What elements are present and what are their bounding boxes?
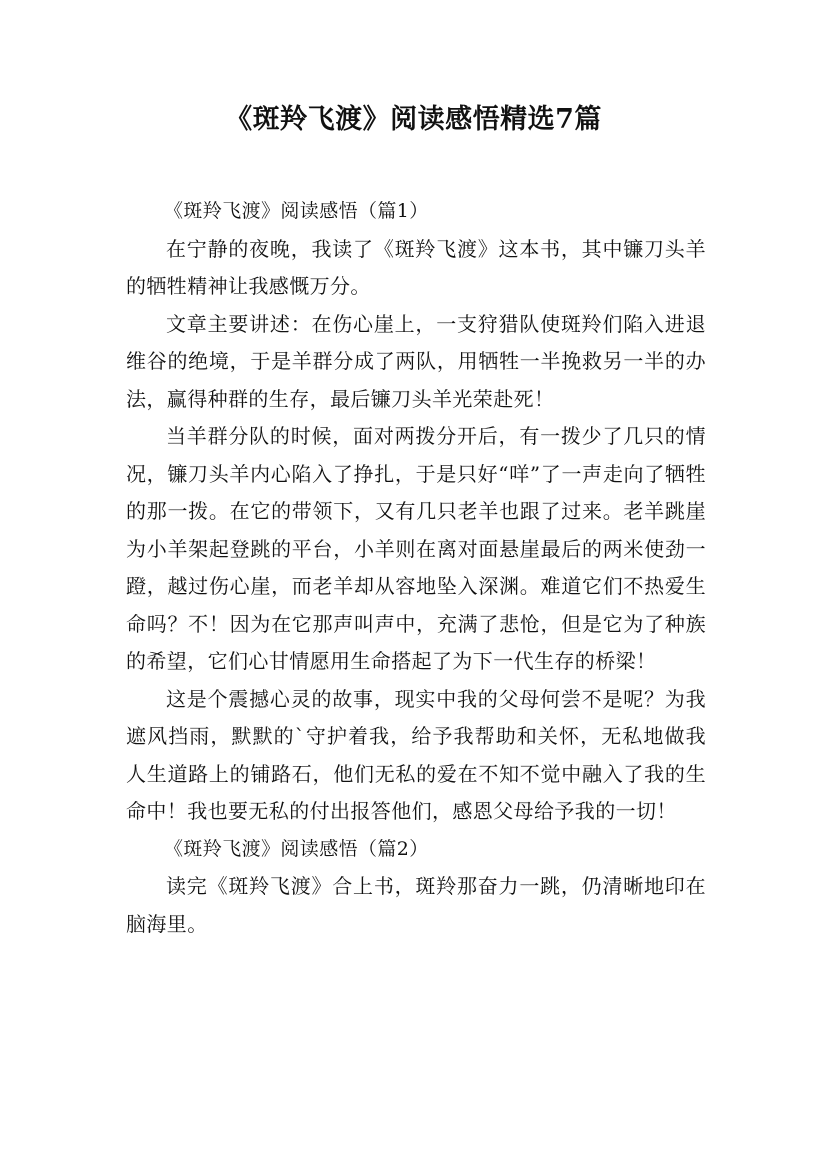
paragraph-1: 在宁静的夜晚，我读了《斑羚飞渡》这本书，其中镰刀头羊的牺牲精神让我感慨万分。 — [126, 236, 706, 298]
paragraph-5: 读完《斑羚飞渡》合上书，斑羚那奋力一跳，仍清晰地印在脑海里。 — [126, 874, 706, 936]
paragraph-2: 文章主要讲述：在伤心崖上，一支狩猎队使斑羚们陷入进退维谷的绝境，于是羊群分成了两队，用牺牲一半挽救另一半的办法，赢得种群的生存，最后镰刀头羊光荣赴死！ — [126, 311, 706, 411]
document-title: 《斑羚飞渡》阅读感悟精选7篇 — [225, 104, 602, 135]
section-heading-1: 《斑羚飞渡》阅读感悟（篇1） — [164, 200, 429, 222]
paragraph-4: 这是个震撼心灵的故事，现实中我的父母何尝不是呢？为我遮风挡雨，默默的`守护着我，给予我帮助和关怀，无私地做我人生道路上的铺路石，他们无私的爱在不知不觉中融入了我的生命中！我也要无私的付出报答他们，感恩父母给予我的一切！ — [126, 686, 706, 823]
section-heading-2: 《斑羚飞渡》阅读感悟（篇2） — [164, 837, 429, 860]
paragraph-3: 当羊群分队的时候，面对两拨分开后，有一拨少了几只的情况，镰刀头羊内心陷入了挣扎，于是只好“咩”了一声走向了牺牲的那一拨。在它的带领下，又有几只老羊也跟了过来。老羊跳崖为小羊架起登跳的平台，小羊则在离对面悬崖最后的两米使劲一蹬，越过伤心崖，而老羊却从容地坠入深渊。难道它们不热爱生命吗？不！因为在它那声叫声中，充满了悲怆，但是它为了种族的希望，它们心甘情愿用生命搭起了为下一代生存的桥梁！ — [126, 424, 706, 673]
document-body — [126, 193, 706, 943]
